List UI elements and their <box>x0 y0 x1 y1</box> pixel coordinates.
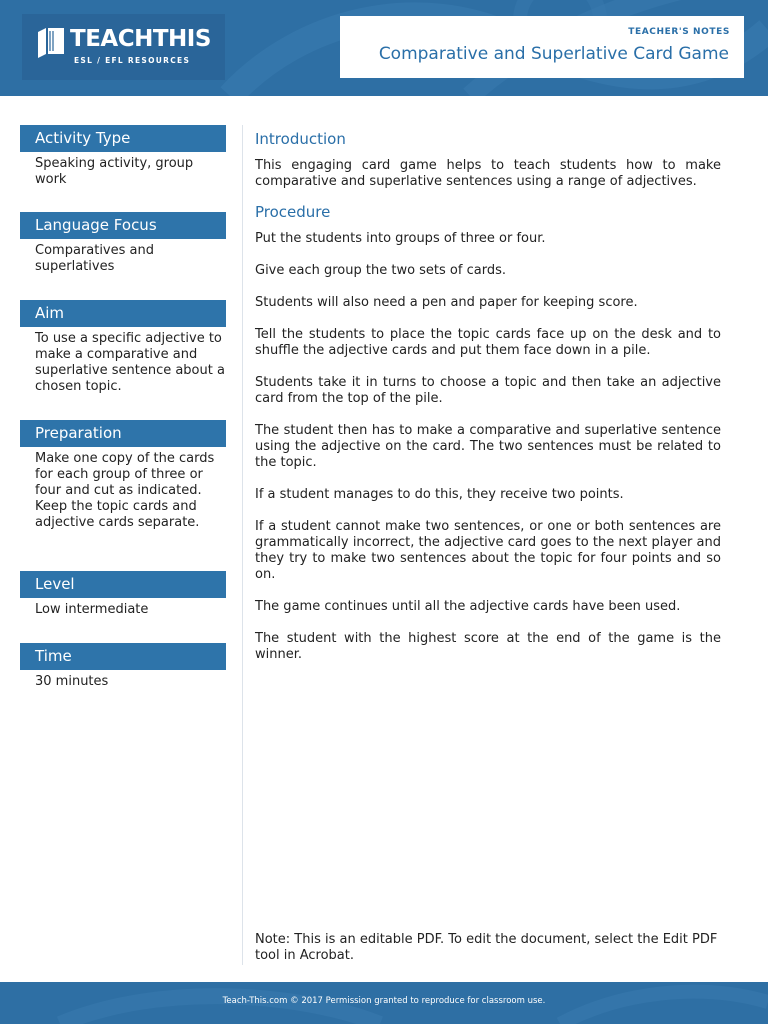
introduction-heading: Introduction <box>255 130 346 148</box>
sidebar-text: Speaking activity, group work <box>35 156 194 187</box>
logo-tagline: ESL / EFL RESOURCES <box>74 56 191 65</box>
sidebar-heading: Aim <box>20 300 226 327</box>
procedure-step: Tell the students to place the topic cards face up on the desk and to shuffle the adjective cards and put them face down in a pile. <box>255 327 721 358</box>
sidebar <box>20 125 226 700</box>
procedure-step: Students take it in turns to choose a topic and then take an adjective card from the top of the pile. <box>255 375 721 406</box>
page-title: Comparative and Superlative Card Game <box>378 44 729 64</box>
sidebar-section-preparation <box>20 420 226 571</box>
sidebar-section-aim <box>20 300 226 420</box>
main-content <box>255 129 721 679</box>
sidebar-text: Low intermediate <box>35 602 149 617</box>
title-box <box>340 16 744 78</box>
procedure-step: Students will also need a pen and paper for keeping score. <box>255 295 638 310</box>
introduction-text: This engaging card game helps to teach students how to make comparative and superlative sentences using a range of adjectives. <box>255 158 721 189</box>
sidebar-text: 30 minutes <box>35 674 109 689</box>
sidebar-heading: Level <box>20 571 226 598</box>
sidebar-section-time <box>20 643 226 700</box>
procedure-step: If a student manages to do this, they receive two points. <box>255 487 624 502</box>
teachers-notes-label: TEACHER'S NOTES <box>628 27 730 37</box>
procedure-step: The student then has to make a comparative and superlative sentence using the adjective on the card. The two sentences must be related to the topic. <box>255 423 721 470</box>
sidebar-section-language-focus <box>20 212 226 300</box>
sidebar-heading: Language Focus <box>20 212 226 239</box>
procedure-step: If a student cannot make two sentences, or one or both sentences are grammatically incorrect, the adjective card goes to the next player and they try to make two sentences about the topic for four points and so on. <box>255 519 721 582</box>
sidebar-text: To use a specific adjective to make a comparative and superlative sentence about a chosen topic. <box>35 331 225 394</box>
book-icon <box>36 26 66 60</box>
logo-text: TEACHTHIS <box>70 26 211 52</box>
column-divider <box>242 125 243 965</box>
page-footer <box>0 982 768 1024</box>
editable-pdf-note: Note: This is an editable PDF. To edit the document, select the Edit PDF tool in Acrobat. <box>255 932 718 963</box>
procedure-step: Put the students into groups of three or four. <box>255 231 546 246</box>
sidebar-text: Make one copy of the cards for each group of three or four and cut as indicated. Keep the topic cards and adjective cards separate. <box>35 451 215 530</box>
sidebar-section-level <box>20 571 226 643</box>
sidebar-section-activity-type <box>20 125 226 212</box>
sidebar-heading: Preparation <box>20 420 226 447</box>
procedure-step: The student with the highest score at the end of the game is the winner. <box>255 631 721 662</box>
procedure-heading: Procedure <box>255 203 331 221</box>
sidebar-heading: Activity Type <box>20 125 226 152</box>
page-header <box>0 0 768 96</box>
logo <box>22 14 225 80</box>
sidebar-heading: Time <box>20 643 226 670</box>
procedure-step: The game continues until all the adjective cards have been used. <box>255 599 681 614</box>
sidebar-text: Comparatives and superlatives <box>35 243 154 274</box>
copyright-text: Teach-This.com © 2017 Permission granted to reproduce for classroom use. <box>222 996 546 1006</box>
procedure-step: Give each group the two sets of cards. <box>255 263 506 278</box>
